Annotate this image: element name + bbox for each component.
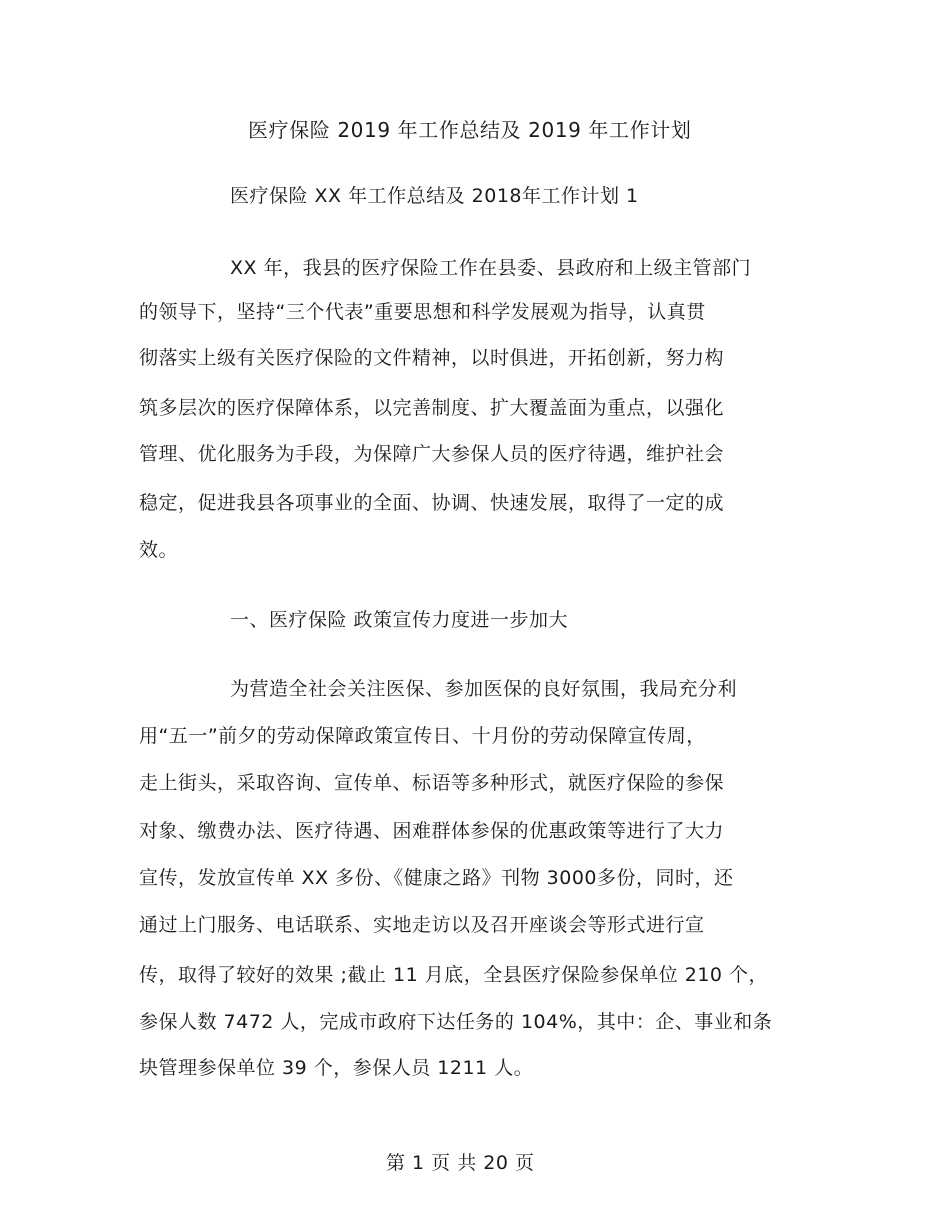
- paragraph-line: 效。: [139, 539, 179, 561]
- paragraph-line: 为营造全社会关注医保、参加医保的良好氛围，我局充分利: [230, 678, 738, 700]
- paragraph-line: 筑多层次的医疗保障体系，以完善制度、扩大覆盖面为重点，以强化: [139, 397, 725, 419]
- document-subtitle: 医疗保险 XX 年工作总结及 2018年工作计划 1: [230, 185, 639, 207]
- paragraph-line: 通过上门服务、电话联系、实地走访以及召开座谈会等形式进行宣: [139, 914, 705, 936]
- paragraph-line: 的领导下，坚持“三个代表”重要思想和科学发展观为指导，认真贯: [139, 301, 706, 323]
- paragraph-line: 宣传，发放宣传单 XX 多份、《健康之路》刊物 3000多份，同时，还: [139, 867, 734, 889]
- paragraph-line: 管理、优化服务为手段，为保障广大参保人员的医疗待遇，维护社会: [139, 443, 725, 465]
- paragraph-line: 稳定，促进我县各项事业的全面、协调、快速发展，取得了一定的成: [139, 492, 725, 514]
- paragraph-line: 走上街头，采取咨询、宣传单、标语等多种形式，就医疗保险的参保: [139, 772, 725, 794]
- paragraph-line: 参保人数 7472 人，完成市政府下达任务的 104%，其中：企、事业和条: [139, 1011, 773, 1033]
- paragraph-line: 对象、缴费办法、医疗待遇、困难群体参保的优惠政策等进行了大力: [139, 820, 725, 842]
- paragraph-line: 彻落实上级有关医疗保险的文件精神，以时俱进，开拓创新，努力构: [139, 347, 725, 369]
- section-heading: 一、医疗保险 政策宣传力度进一步加大: [230, 609, 569, 631]
- paragraph-line: XX 年，我县的医疗保险工作在县委、县政府和上级主管部门: [230, 257, 752, 279]
- paragraph-line: 传，取得了较好的效果 ;截止 11 月底，全县医疗保险参保单位 210 个，: [139, 964, 769, 986]
- page-footer: 第 1 页 共 20 页: [386, 1152, 535, 1174]
- document-title: 医疗保险 2019 年工作总结及 2019 年工作计划: [248, 118, 692, 142]
- paragraph-line: 用“五一”前夕的劳动保障政策宣传日、十月份的劳动保障宣传周，: [139, 725, 706, 747]
- paragraph-line: 块管理参保单位 39 个，参保人员 1211 人。: [139, 1057, 534, 1079]
